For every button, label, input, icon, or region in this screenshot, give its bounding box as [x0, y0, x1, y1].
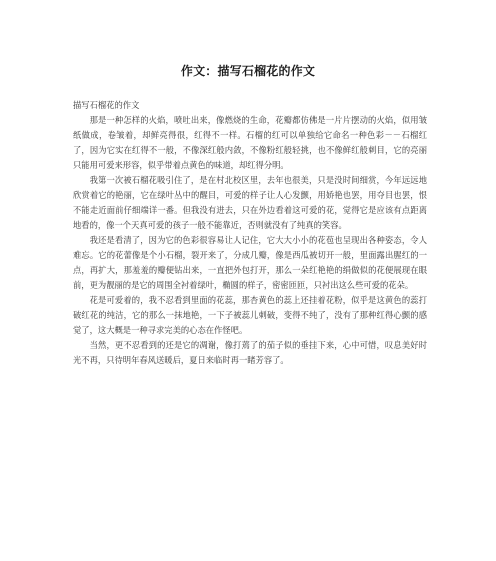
document-body: [73, 98, 427, 368]
paragraph: 花是可爱着的，我不忍看到里面的花蕊，那杏黄色的蕊上还挂着花粉，似乎是这黄色的蕊打破红花的纯洁，它的那么一抹地艳，一下子被蕊儿刺破，变得不纯了，没有了那种红得心颤的感觉了，这大概是一种寻求完美的心态在作怪吧。: [73, 295, 427, 335]
essay-subtitle: 描写石榴花的作文: [73, 100, 140, 110]
document-title: 作文：描写石榴花的作文: [180, 64, 316, 78]
paragraph: 我还是看清了，因为它的色彩很容易让人记住，它大大小小的花苞也呈现出各种姿态，令人难忘。它的花蕾像是个小石榴，裂开来了，分成几瓣，像是西瓜被切开一般，里面露出腥红的一点，再扩大，那羞羞的瓣便钻出来，一直把外包打开，那么一朵红艳艳的绢做似的花便展现在眼前，更为靓丽的是它的周围全衬着绿叶，椭圆的样子，密密匝匝，只衬出这么些可爱的花朵。: [73, 235, 427, 290]
paragraph: 那是一种怎样的火焰，喷吐出来，像燃烧的生命，花瓣都仿佛是一片片摆动的火焰，似用皱纸做成，卷皱着，却鲜亮得很，红得不一样。石榴的红可以单独给它命名一种色彩－－石榴红了，因为它实在红得不一般，不像深红般内敛，不像粉红般轻挑，也不像鲜红般刺目，它的亮丽只能用可爱来形容，似乎带着点黄色的味道，却红得分明。: [73, 115, 427, 170]
paragraph: 我第一次被石榴花吸引住了，是在村北校区里，去年也很美，只是没时间细赏，今年远远地欣赏着它的艳丽，它在绿叶丛中的醒目，可爱的样子让人心发颤，用娇艳也罢，用夺目也罢，恨不能走近面前仔细端详一番。但我没有进去，只在外边看着这可爱的花，觉得它是应该有点距离地看的，像一个天真可爱的孩子一般不能靠近，否则就没有了纯真的笑容。: [73, 175, 427, 230]
paragraph: 当然，更不忍看到的还是它的凋谢，像打蔫了的茄子似的垂挂下来，心中可惜，叹息美好时光不再，只待明年春风送暖后，夏日来临时再一睹芳容了。: [73, 340, 427, 365]
